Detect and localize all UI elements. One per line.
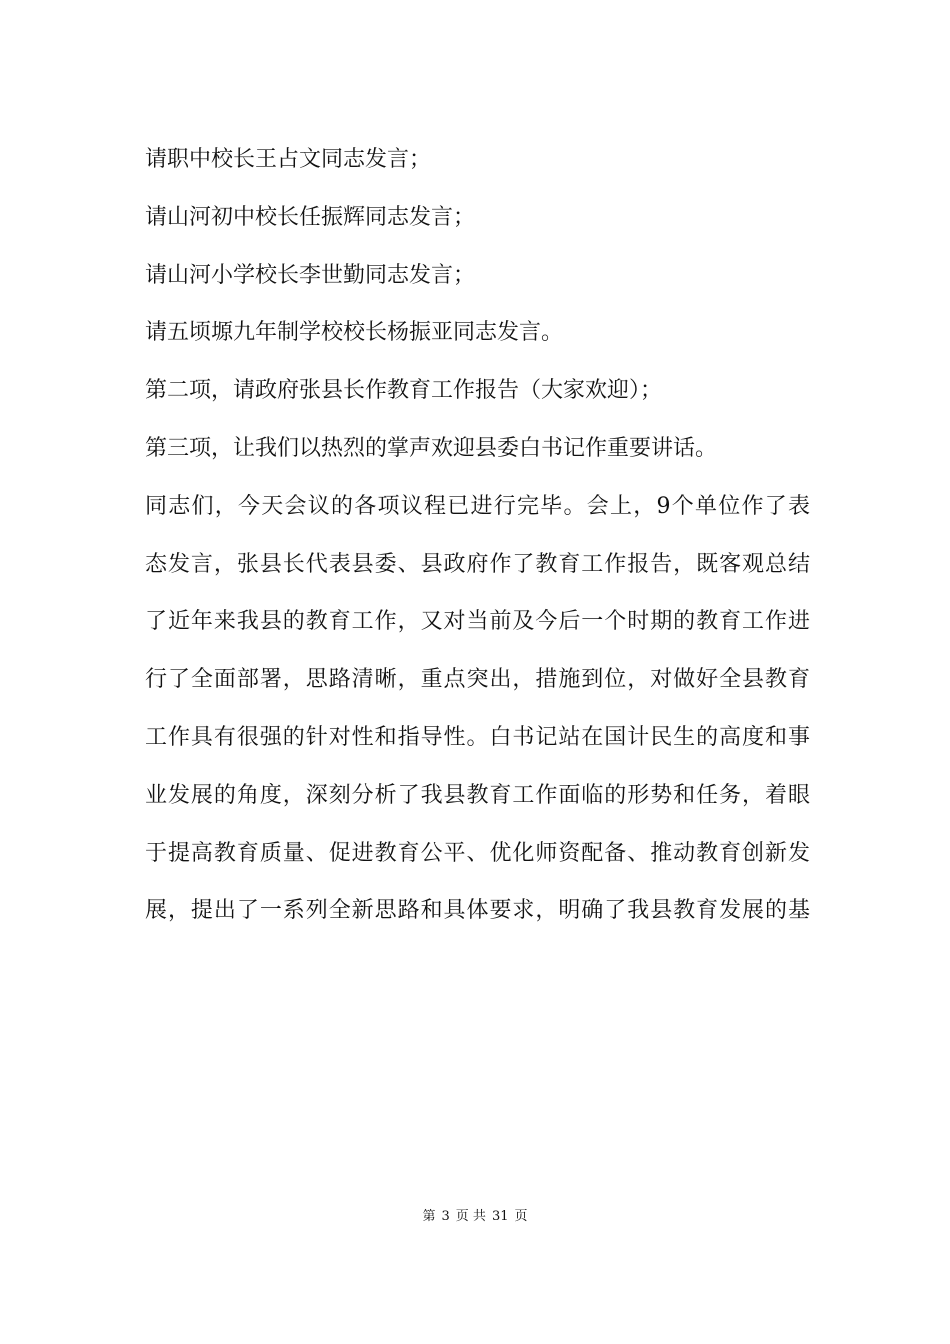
document-body	[145, 131, 810, 940]
page-footer	[0, 1208, 950, 1226]
text-line: 业发展的角度，深刻分析了我县教育工作面临的形势和任务，着眼	[145, 782, 810, 808]
text-line: 请职中校长王占文同志发言；	[145, 147, 432, 172]
text-line: 了近年来我县的教育工作，又对当前及今后一个时期的教育工作进	[145, 609, 810, 635]
current-page-number: 3	[441, 1209, 450, 1224]
text-line: 请五顷塬九年制学校校长杨振亚同志发言。	[145, 320, 564, 346]
page-prefix: 第	[422, 1209, 436, 1224]
text-line: 第二项，请政府张县长作教育工作报告（大家欢迎）；	[145, 378, 663, 404]
total-pages: 31	[491, 1209, 509, 1224]
text-line: 展，提出了一系列全新思路和具体要求，明确了我县教育发展的基	[145, 898, 810, 924]
text-line: 态发言，张县长代表县委、县政府作了教育工作报告，既客观总结	[145, 551, 810, 577]
text-line: 第三项，让我们以热烈的掌声欢迎县委白书记作重要讲话。	[145, 435, 718, 461]
text-line: 于提高教育质量、促进教育公平、优化师资配备、推动教育创新发	[145, 840, 810, 866]
page-suffix: 页	[514, 1209, 528, 1224]
text-line: 工作具有很强的针对性和指导性。白书记站在国计民生的高度和事	[145, 724, 810, 750]
text-line: 行了全面部署，思路清晰，重点突出，措施到位，对做好全县教育	[145, 667, 810, 693]
text-line: 请山河初中校长任振辉同志发言；	[145, 204, 476, 230]
page-mid: 页 共	[455, 1209, 486, 1224]
text-line: 请山河小学校长李世勤同志发言；	[145, 262, 476, 288]
text-line: 同志们，今天会议的各项议程已进行完毕。会上，9个单位作了表	[145, 493, 810, 519]
